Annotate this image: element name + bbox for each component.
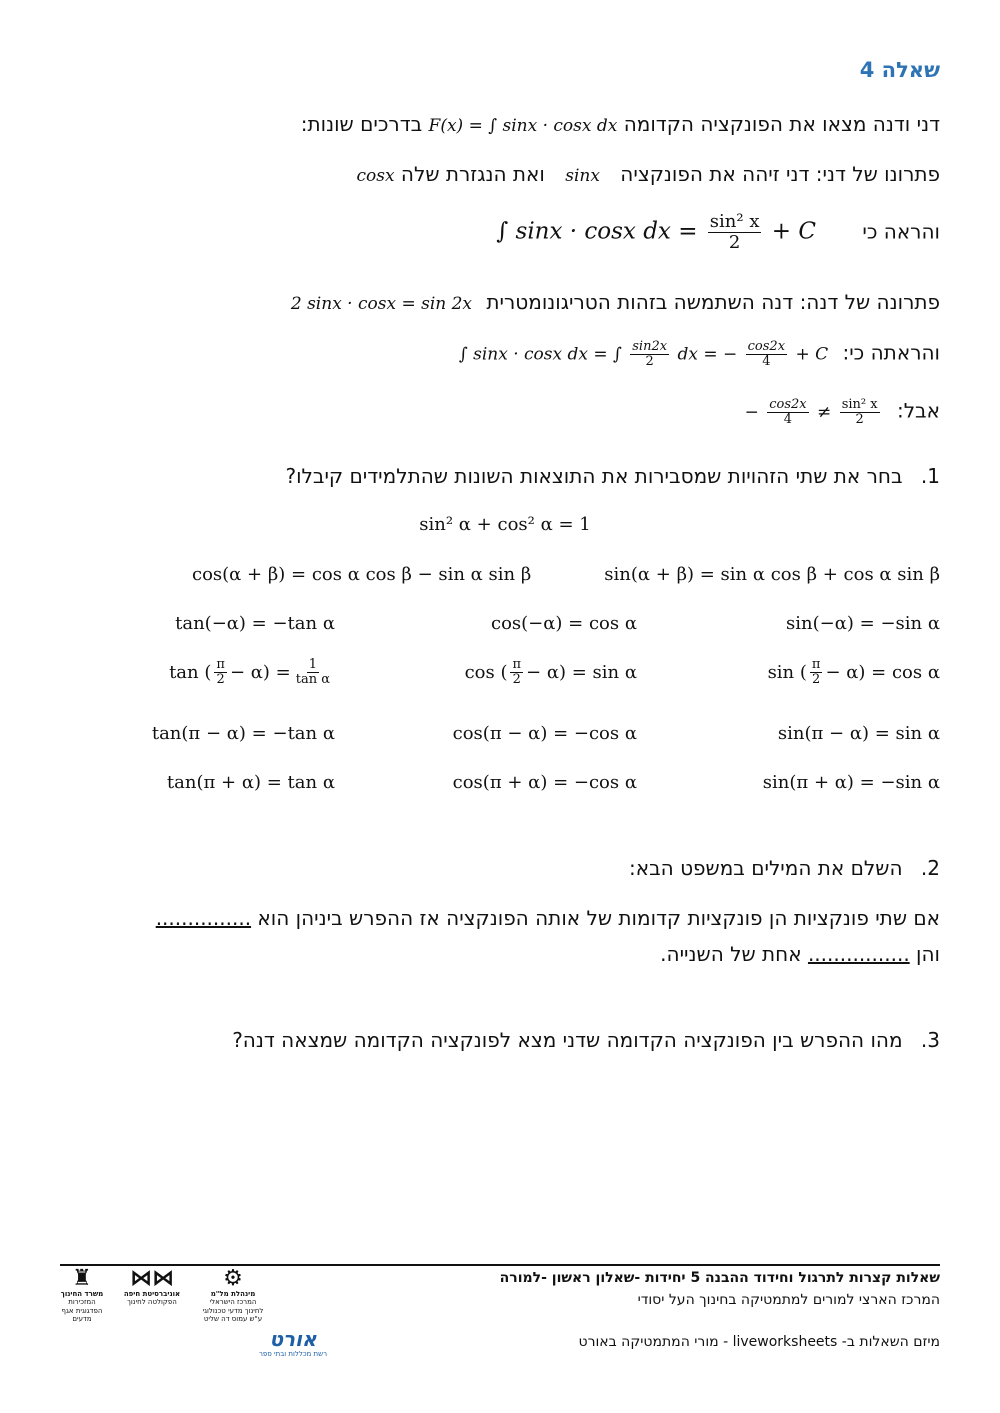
q2-number: 2. — [920, 856, 940, 880]
dana-formula — [459, 340, 828, 370]
pi-over-2-fraction — [810, 658, 823, 688]
blank-1[interactable]: ............... — [155, 906, 252, 930]
one-num: 1 — [308, 657, 317, 672]
q1-number: 1. — [920, 464, 940, 488]
dana-fraction-1-num: sin2x — [632, 339, 668, 354]
logo1-title: משרד החינוך — [60, 1290, 104, 1298]
dana-fraction-1 — [630, 340, 669, 370]
but-formula — [745, 398, 883, 428]
dana-result-line — [60, 340, 940, 370]
dani-text: פתרונו של דני: דני זיהה את הפונקציה — [620, 162, 940, 186]
q1-line — [60, 464, 940, 488]
identity-tan-neg: tan(−α) = −tan α — [175, 613, 335, 634]
but-fraction-2-den: 2 — [855, 412, 864, 428]
menorah-icon: ♜ — [72, 1266, 92, 1291]
not-equal-sign: ≠ — [817, 402, 832, 423]
q2-line — [60, 856, 940, 880]
pi-over-2-fraction — [214, 658, 227, 688]
ministry-of-education-logo — [58, 1268, 106, 1324]
dana-formula-part3: + C — [795, 344, 829, 365]
dana-fraction-2 — [746, 340, 787, 370]
identity-tan-complement — [169, 658, 335, 688]
two-den: 2 — [216, 672, 225, 688]
pi-over-2-fraction — [510, 658, 523, 688]
dani-fraction-den: 2 — [728, 231, 741, 253]
two-den: 2 — [812, 672, 821, 688]
dani-fraction — [708, 212, 762, 253]
haifa-mark-icon: ⋈⋈ — [130, 1266, 174, 1291]
dani-formula-left: ∫ sinx · cosx dx = — [496, 218, 698, 245]
dana-showed-text: והראתה כי: — [842, 340, 940, 365]
cos-complement-post: − α) = sin α — [526, 661, 637, 683]
dani-formula — [496, 212, 816, 253]
one-over-tan-fraction — [294, 658, 332, 688]
q2-sentence2-start: והן — [916, 942, 940, 966]
identity-cos-supplement: cos(π − α) = −cos α — [452, 723, 637, 744]
identity-sin-neg: sin(−α) = −sin α — [786, 613, 940, 634]
footer-line3: מיזם השאלות ב- liveworksheets - מורי המתמטיקה באורט — [578, 1334, 940, 1350]
intro-end: בדרכים שונות: — [300, 112, 423, 136]
q2-sentence-line2 — [60, 942, 940, 966]
q3-line — [60, 1028, 940, 1052]
cos-complement-pre: cos ( — [464, 661, 508, 683]
but-fraction-2-num: sin² x — [841, 397, 878, 412]
pi-num: π — [512, 657, 522, 672]
dani-formula-right: + C — [771, 218, 816, 245]
logo4-sub: רשת מכללות ובתי ספר — [258, 1350, 328, 1358]
identity-sin-supplement: sin(π − α) = sin α — [777, 723, 940, 744]
dani-showed-text: והראה כי — [862, 219, 940, 244]
ort-mark-icon: אורט — [269, 1327, 317, 1351]
q3-text: מהו ההפרש בין הפונקציה הקדומה שדני מצא לפונקציה הקדומה שמצאה דנה? — [232, 1028, 903, 1052]
dani-fraction-num: sin² x — [709, 211, 760, 232]
q2-text: השלם את המילים במשפט הבא: — [628, 856, 903, 880]
identity-tan-supplement: tan(π − α) = −tan α — [151, 723, 335, 744]
logo2-sub: הפקולטה לחינוך — [127, 1298, 177, 1307]
logo2-title: אוניברסיטת חיפה — [123, 1290, 181, 1298]
dana-line — [60, 290, 940, 314]
q2-sentence1: אם שתי פונקציות הן פונקציות קדומות של אותה הפונקציה אז ההפרש ביניהן הוא — [257, 906, 940, 930]
dana-fraction-2-den: 4 — [762, 354, 771, 370]
question-title: שאלה 4 — [859, 58, 940, 82]
malam-logo — [200, 1268, 266, 1324]
dani-line — [60, 162, 940, 186]
footer-line1: שאלות קצרות לתרגול וחידוד ההבנה 5 יחידות -שאלון ראשון -למורה — [499, 1270, 940, 1286]
pi-num: π — [216, 657, 225, 672]
blank-2[interactable]: ................ — [807, 942, 910, 966]
identity-pythagorean: sin² α + cos² α = 1 — [419, 514, 591, 535]
dani-function: sinx — [565, 166, 600, 186]
malam-mark-icon: ⚙ — [223, 1266, 243, 1291]
antiderivative-formula: F(x) = ∫ sinx · cosx dx — [428, 116, 618, 136]
identity-sin-shift: sin(π + α) = −sin α — [762, 772, 940, 793]
but-fraction-2 — [840, 398, 880, 428]
dana-formula-part2: dx = − — [677, 344, 738, 365]
intro-line — [60, 112, 940, 136]
footer-rule — [60, 1264, 940, 1266]
ort-logo — [248, 1328, 338, 1358]
identity-cos-neg: cos(−α) = cos α — [491, 613, 637, 634]
logo1-sub: המזכירות הפדגוגית אגף מדעים — [61, 1298, 103, 1324]
but-label: אבל: — [896, 398, 940, 423]
tan-complement-pre: tan ( — [169, 661, 212, 683]
dani-derivative: cosx — [356, 166, 395, 186]
logo3-title: מינהלת מל"מ — [210, 1290, 256, 1298]
identity-cos-sum: cos(α + β) = cos α cos β − sin α sin β — [192, 564, 532, 585]
pi-num: π — [811, 657, 821, 672]
dana-fraction-1-den: 2 — [645, 354, 654, 370]
q1-text: בחר את שתי הזהויות שמסבירות את התוצאות השונות שהתלמידים קיבלו? — [285, 464, 903, 488]
tan-den: tan α — [295, 672, 330, 688]
q3-number: 3. — [920, 1028, 940, 1052]
q2-sentence-line1 — [60, 906, 940, 930]
intro-text: דני ודנה מצאו את הפונקציה הקדומה — [623, 112, 940, 136]
dana-fraction-2-num: cos2x — [747, 339, 786, 354]
dani-mid-text: ואת הנגזרת שלה — [400, 162, 545, 186]
q2-sentence2-end: אחת של השנייה. — [660, 942, 802, 966]
but-fraction-1-den: 4 — [783, 412, 793, 428]
dana-identity: 2 sinx · cosx = sin 2x — [290, 294, 473, 314]
but-minus: − — [744, 402, 759, 423]
but-fraction-1-num: cos2x — [769, 397, 807, 412]
tan-complement-post: − α) = — [229, 661, 291, 683]
dana-formula-part1: ∫ sinx · cosx dx = ∫ — [458, 344, 622, 365]
dani-result-line — [60, 212, 940, 253]
identity-sin-complement — [768, 658, 940, 688]
identity-cos-complement — [465, 658, 637, 688]
haifa-university-logo — [122, 1268, 182, 1307]
identity-cos-shift: cos(π + α) = −cos α — [452, 772, 637, 793]
logo3-sub: המרכז הישראלי לחינוך מדעי טכנולוגי ע"ש עמוס דה שליט — [202, 1298, 264, 1324]
but-line — [60, 398, 940, 428]
footer-line2: המרכז הארצי למורים למתמטיקה בחינוך העל יסודי — [637, 1292, 940, 1308]
identity-sin-sum: sin(α + β) = sin α cos β + cos α sin β — [604, 564, 940, 585]
identity-tan-shift: tan(π + α) = tan α — [166, 772, 335, 793]
sin-complement-pre: sin ( — [767, 661, 807, 683]
two-den: 2 — [512, 672, 521, 688]
but-fraction-1 — [767, 398, 808, 428]
dana-text: פתרונה של דנה: דנה השתמשה בזהות הטריגונומטרית — [486, 290, 940, 314]
sin-complement-post: − α) = cos α — [825, 661, 940, 683]
